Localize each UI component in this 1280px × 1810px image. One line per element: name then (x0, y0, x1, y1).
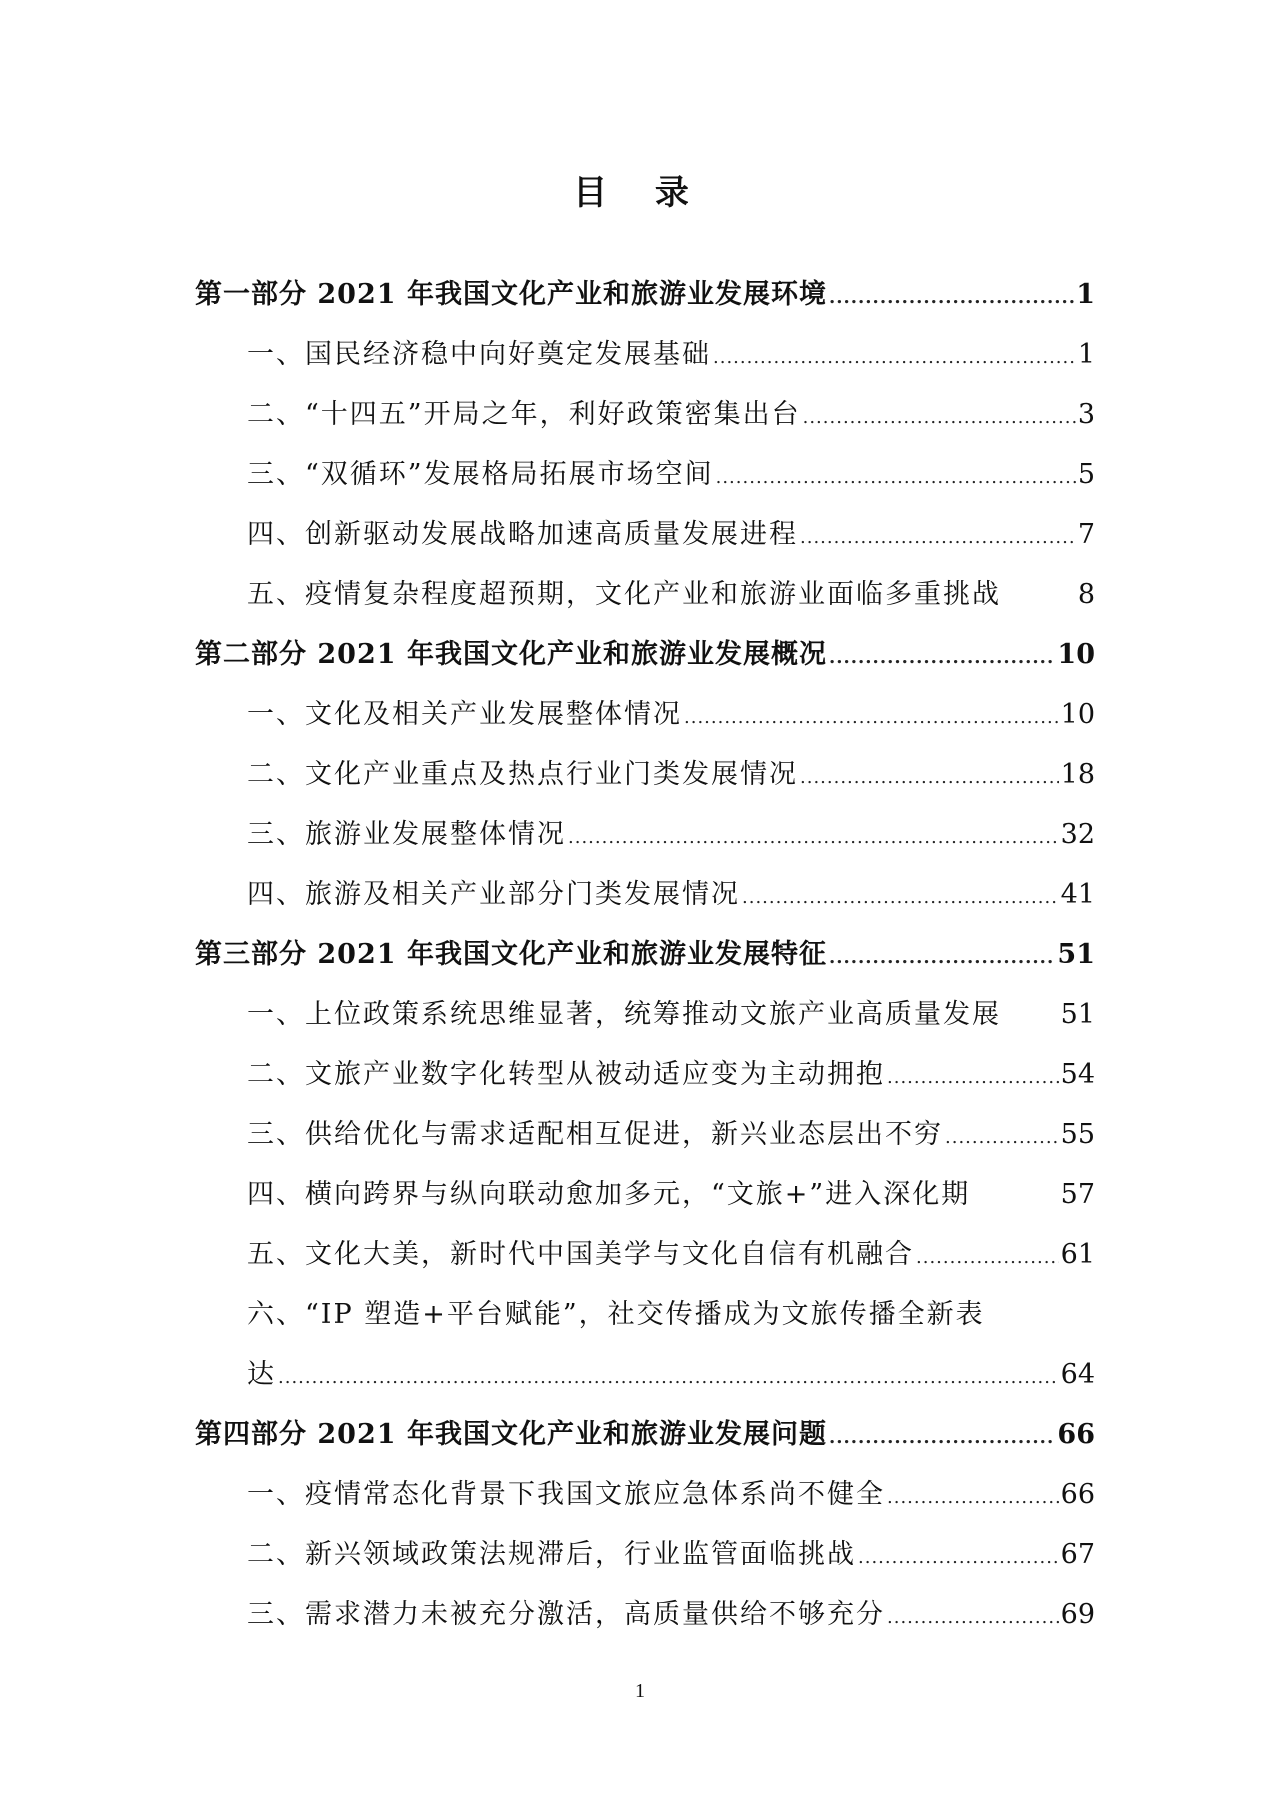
leader-dots (684, 688, 1059, 748)
toc-page-number: 5 (1077, 459, 1095, 490)
toc-page-number: 51 (1057, 939, 1095, 970)
toc-entry-label: 二、文旅产业数字化转型从被动适应变为主动拥抱 (247, 1059, 885, 1090)
leader-dots (803, 388, 1076, 448)
leader-dots (887, 1468, 1059, 1528)
toc-entry-label: 第四部分 2021 年我国文化产业和旅游业发展问题 (195, 1419, 827, 1450)
toc-section-entry[interactable] (195, 325, 1095, 385)
toc-entry-label: 六、“IP 塑造+平台赋能”，社交传播成为文旅传播全新表 (247, 1299, 985, 1330)
leader-dots (568, 808, 1059, 868)
toc-entry-label: 四、旅游及相关产业部分门类发展情况 (247, 879, 740, 910)
toc-entry-label: 三、“双循环”发展格局拓展市场空间 (247, 459, 714, 490)
toc-entry-label: 四、创新驱动发展战略加速高质量发展进程 (247, 519, 798, 550)
toc-page-number: 41 (1060, 879, 1095, 910)
toc-entry-label: 四、横向跨界与纵向联动愈加多元，“文旅+”进入深化期 (247, 1179, 971, 1210)
toc-entry-label: 三、旅游业发展整体情况 (247, 819, 566, 850)
toc-entry-label: 达 (247, 1359, 276, 1390)
leader-dots (916, 1228, 1059, 1288)
toc-part-entry[interactable] (195, 625, 1095, 685)
toc-section-entry[interactable] (195, 1105, 1095, 1165)
toc-page-number: 18 (1060, 759, 1095, 790)
toc-section-entry[interactable] (195, 1585, 1095, 1645)
toc-page-number: 7 (1077, 519, 1095, 550)
leader-dots (945, 1108, 1059, 1168)
toc-section-entry[interactable] (195, 505, 1095, 565)
toc-section-entry[interactable] (195, 685, 1095, 745)
toc-page-number: 51 (1060, 999, 1095, 1030)
toc-page-number: 69 (1060, 1599, 1095, 1630)
toc-entry-label: 一、上位政策系统思维显著，统筹推动文旅产业高质量发展 (247, 999, 1001, 1030)
leader-dots (800, 508, 1076, 568)
toc-entry-label: 二、文化产业重点及热点行业门类发展情况 (247, 759, 798, 790)
toc-page-number: 1 (1077, 339, 1095, 370)
leader-dots (829, 1408, 1055, 1468)
toc-section-entry[interactable] (195, 1525, 1095, 1585)
toc-part-entry[interactable] (195, 925, 1095, 985)
leader-dots (800, 748, 1059, 808)
leader-dots (716, 448, 1076, 508)
toc-page-number: 55 (1060, 1119, 1095, 1150)
toc-section-entry[interactable] (195, 865, 1095, 925)
toc-page-number: 66 (1057, 1419, 1095, 1450)
toc-section-entry[interactable] (195, 745, 1095, 805)
toc-page-number: 10 (1057, 639, 1095, 670)
toc-entry-label: 第二部分 2021 年我国文化产业和旅游业发展概况 (195, 639, 827, 670)
page-title: 目 录 (573, 173, 707, 213)
toc-entry-label: 五、文化大美，新时代中国美学与文化自信有机融合 (247, 1239, 914, 1270)
toc-entry-label: 二、新兴领域政策法规滞后，行业监管面临挑战 (247, 1539, 856, 1570)
leader-dots (278, 1348, 1059, 1408)
toc-entry-label: 第三部分 2021 年我国文化产业和旅游业发展特征 (195, 939, 827, 970)
toc-page-number: 61 (1060, 1239, 1095, 1270)
toc-entry-label: 第一部分 2021 年我国文化产业和旅游业发展环境 (195, 279, 827, 310)
toc-entry-label: 一、文化及相关产业发展整体情况 (247, 699, 682, 730)
toc-entry-label: 一、国民经济稳中向好奠定发展基础 (247, 339, 711, 370)
toc-page-number: 8 (1077, 579, 1095, 610)
leader-dots (829, 928, 1055, 988)
toc-entry-label: 三、需求潜力未被充分激活，高质量供给不够充分 (247, 1599, 885, 1630)
toc-page-number: 1 (1076, 279, 1095, 310)
leader-dots (742, 868, 1059, 928)
toc-page-number: 66 (1060, 1479, 1095, 1510)
toc-section-entry[interactable] (195, 1165, 1095, 1225)
toc-section-entry[interactable] (195, 1225, 1095, 1285)
toc-page-number: 64 (1060, 1359, 1095, 1390)
table-of-contents (195, 265, 1095, 1645)
toc-entry-label: 二、“十四五”开局之年，利好政策密集出台 (247, 399, 801, 430)
leader-dots (858, 1528, 1059, 1588)
toc-section-entry[interactable] (195, 985, 1095, 1045)
toc-page-number: 32 (1060, 819, 1095, 850)
toc-part-entry[interactable] (195, 1405, 1095, 1465)
toc-section-entry[interactable] (195, 805, 1095, 865)
toc-part-entry[interactable] (195, 265, 1095, 325)
toc-entry-label: 五、疫情复杂程度超预期，文化产业和旅游业面临多重挑战 (247, 579, 1001, 610)
leader-dots (829, 268, 1074, 328)
toc-section-entry-continuation[interactable] (195, 1345, 1095, 1405)
leader-dots (887, 1048, 1059, 1108)
toc-section-entry[interactable] (195, 385, 1095, 445)
toc-page-number: 67 (1060, 1539, 1095, 1570)
toc-section-entry[interactable] (195, 445, 1095, 505)
toc-section-entry[interactable] (195, 565, 1095, 625)
toc-page-number: 54 (1060, 1059, 1095, 1090)
toc-section-entry[interactable] (195, 1285, 1095, 1345)
toc-entry-label: 一、疫情常态化背景下我国文旅应急体系尚不健全 (247, 1479, 885, 1510)
page-number-footer: 1 (635, 1680, 645, 1702)
toc-page-number: 57 (1060, 1179, 1095, 1210)
leader-dots (887, 1588, 1059, 1648)
leader-dots (713, 328, 1076, 388)
toc-page-number: 10 (1060, 699, 1095, 730)
toc-section-entry[interactable] (195, 1465, 1095, 1525)
toc-page-number: 3 (1077, 399, 1095, 430)
toc-section-entry[interactable] (195, 1045, 1095, 1105)
leader-dots (829, 628, 1055, 688)
toc-entry-label: 三、供给优化与需求适配相互促进，新兴业态层出不穷 (247, 1119, 943, 1150)
